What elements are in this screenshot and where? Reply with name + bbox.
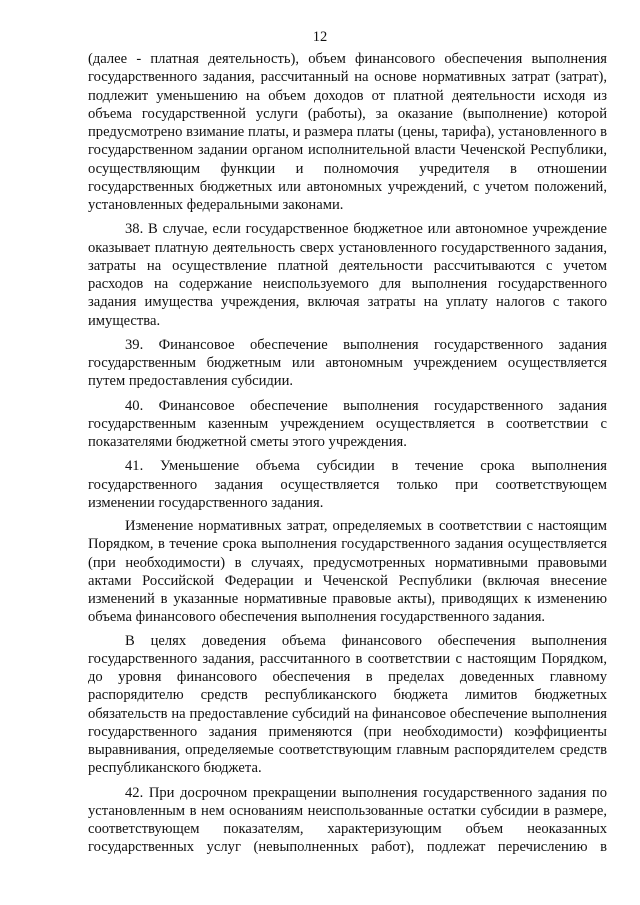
paragraph-41-part-3: В целях доведения объема финансового обеспечения выполнения государственного задания, рассчитанного в соответствии с настоящим Порядком, до уровня финансового обеспечения в пределах доведенных главному распорядителю средств республиканского бюджета лимитов бюджетных обязательств на предоставление субсидий на финансовое обеспечение выполнения государственного задания применяются (при необходимости) коэффициенты выравнивания, определяемые соответствующим главным распорядителем средств республиканского бюджета. xyxy=(88,632,607,777)
paragraph-38: 38. В случае, если государственное бюджетное или автономное учреждение оказывает платную деятельность сверх установленного государственного задания, затраты на осуществление платной деятельности рассчитываются с учетом расходов на содержание неиспользуемого для выполнения государственного задания имущества учреждения, включая затраты на уплату налогов с такого имущества. xyxy=(88,221,607,329)
paragraph-41-part-2: Изменение нормативных затрат, определяемых в соответствии с настоящим Порядком, в течение срока выполнения государственного задания осуществляется (при необходимости) в случаях, предусмотренных нормативными правовыми актами Российской Федерации и Чеченской Республики (включая внесение изменений в указанные нормативные правовые акты), приводящих к изменению объема финансового обеспечения выполнения государственного задания. xyxy=(88,518,607,626)
paragraph-42: 42. При досрочном прекращении выполнения государственного задания по установленным в нем основаниям неиспользованные остатки субсидии в размере, соответствующем показателям, характеризующим объем неоказанных государственных услуг (невыполненных работ), подлежат перечислению в xyxy=(88,784,607,856)
paragraph-41: 41. Уменьшение объема субсидии в течение срока выполнения государственного задания осуществляется только при соответствующем изменении государственного задания. xyxy=(88,458,607,511)
paragraph-40: 40. Финансовое обеспечение выполнения государственного задания государственным казенным учреждением осуществляется в соответствии с показателями бюджетной сметы этого учреждения. xyxy=(88,397,607,450)
paragraph-continuation: (далее - платная деятельность), объем финансового обеспечения выполнения государственного задания, рассчитанный на основе нормативных затрат (затрат), подлежит уменьшению на объем доходов от платной деятельности исходя из объема государственной услуги (работы), за оказание (выполнение) которой предусмотрено взимание платы, и размера платы (цены, тарифа), установленного в государственном задании органом исполнительной власти Чеченской Республики, осуществляющим функции и полномочия учредителя в отношении государственных бюджетных или автономных учреждений, с учетом положений, установленных федеральными законами. xyxy=(88,51,607,213)
page-number: 12 xyxy=(312,29,328,45)
paragraph-39: 39. Финансовое обеспечение выполнения государственного задания государственным бюджетным или автономным учреждением осуществляется путем предоставления субсидии. xyxy=(88,336,607,390)
document-body xyxy=(88,50,607,857)
